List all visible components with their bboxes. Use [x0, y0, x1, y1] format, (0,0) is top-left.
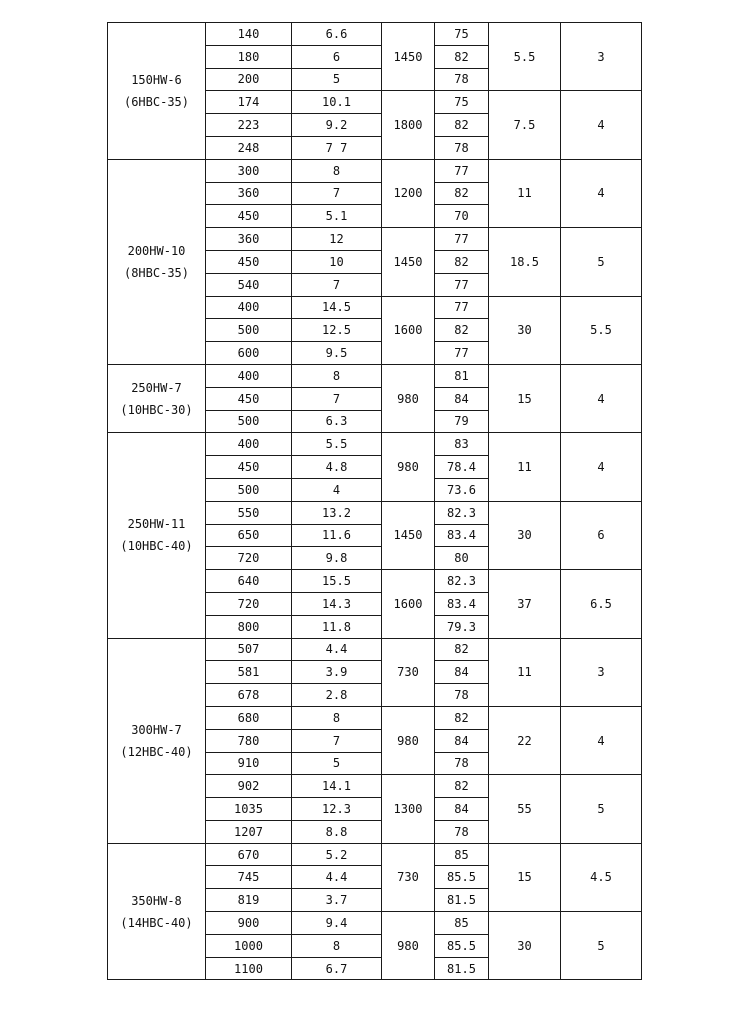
speed-cell: 980 [382, 364, 435, 432]
flow-cell: 680 [206, 706, 292, 729]
head-cell: 14.1 [292, 775, 382, 798]
head-cell: 5 [292, 752, 382, 775]
flow-cell: 1000 [206, 934, 292, 957]
efficiency-cell: 77 [435, 273, 489, 296]
flow-cell: 174 [206, 91, 292, 114]
head-cell: 7 7 [292, 136, 382, 159]
head-cell: 5.5 [292, 433, 382, 456]
head-cell: 6.3 [292, 410, 382, 433]
efficiency-cell: 75 [435, 23, 489, 46]
head-cell: 8 [292, 159, 382, 182]
efficiency-cell: 78 [435, 752, 489, 775]
head-cell: 3.7 [292, 889, 382, 912]
flow-cell: 450 [206, 456, 292, 479]
pump-model-cell [108, 159, 206, 364]
pump-model-alt-name: (8HBC-35) [123, 265, 190, 280]
head-cell: 10 [292, 250, 382, 273]
efficiency-cell: 78 [435, 68, 489, 91]
flow-cell: 550 [206, 501, 292, 524]
efficiency-cell: 85 [435, 912, 489, 935]
flow-cell: 600 [206, 342, 292, 365]
head-cell: 2.8 [292, 684, 382, 707]
npsh-cell: 6.5 [561, 570, 642, 638]
flow-cell: 450 [206, 387, 292, 410]
efficiency-cell: 81.5 [435, 957, 489, 980]
flow-cell: 640 [206, 570, 292, 593]
head-cell: 14.3 [292, 592, 382, 615]
flow-cell: 1035 [206, 798, 292, 821]
efficiency-cell: 78 [435, 684, 489, 707]
efficiency-cell: 82 [435, 45, 489, 68]
npsh-cell: 6 [561, 501, 642, 569]
flow-cell: 450 [206, 205, 292, 228]
efficiency-cell: 85.5 [435, 866, 489, 889]
speed-cell: 980 [382, 706, 435, 774]
head-cell: 11.6 [292, 524, 382, 547]
efficiency-cell: 85.5 [435, 934, 489, 957]
pump-model-cell [108, 843, 206, 980]
flow-cell: 1207 [206, 820, 292, 843]
efficiency-cell: 82 [435, 319, 489, 342]
speed-cell: 1800 [382, 91, 435, 159]
efficiency-cell: 82 [435, 250, 489, 273]
npsh-cell: 5.5 [561, 296, 642, 364]
efficiency-cell: 82 [435, 114, 489, 137]
flow-cell: 650 [206, 524, 292, 547]
table-row [108, 23, 642, 46]
flow-cell: 400 [206, 364, 292, 387]
head-cell: 4.4 [292, 866, 382, 889]
flow-cell: 678 [206, 684, 292, 707]
head-cell: 6 [292, 45, 382, 68]
pump-model-alt-name: (12HBC-40) [120, 744, 193, 759]
head-cell: 7 [292, 182, 382, 205]
pump-model-alt-name: (6HBC-35) [123, 94, 190, 109]
npsh-cell: 3 [561, 23, 642, 91]
speed-cell: 1300 [382, 775, 435, 843]
efficiency-cell: 81 [435, 364, 489, 387]
flow-cell: 360 [206, 182, 292, 205]
head-cell: 6.7 [292, 957, 382, 980]
speed-cell: 1200 [382, 159, 435, 227]
pump-model-name: 250HW-7 [131, 380, 182, 395]
efficiency-cell: 81.5 [435, 889, 489, 912]
head-cell: 7 [292, 729, 382, 752]
efficiency-cell: 77 [435, 159, 489, 182]
flow-cell: 540 [206, 273, 292, 296]
flow-cell: 720 [206, 547, 292, 570]
power-cell: 18.5 [489, 228, 561, 296]
pump-model-cell [108, 433, 206, 638]
pump-model-name: 250HW-11 [127, 517, 186, 532]
npsh-cell: 5 [561, 912, 642, 980]
efficiency-cell: 82 [435, 775, 489, 798]
pump-model-name: 300HW-7 [131, 722, 182, 737]
flow-cell: 300 [206, 159, 292, 182]
table-row [108, 159, 642, 182]
power-cell: 30 [489, 912, 561, 980]
speed-cell: 730 [382, 638, 435, 706]
flow-cell: 745 [206, 866, 292, 889]
efficiency-cell: 80 [435, 547, 489, 570]
power-cell: 5.5 [489, 23, 561, 91]
speed-cell: 1600 [382, 570, 435, 638]
npsh-cell: 5 [561, 775, 642, 843]
head-cell: 11.8 [292, 615, 382, 638]
pump-model-cell [108, 638, 206, 843]
head-cell: 14.5 [292, 296, 382, 319]
speed-cell: 1450 [382, 23, 435, 91]
flow-cell: 581 [206, 661, 292, 684]
flow-cell: 223 [206, 114, 292, 137]
efficiency-cell: 83.4 [435, 592, 489, 615]
head-cell: 13.2 [292, 501, 382, 524]
power-cell: 37 [489, 570, 561, 638]
efficiency-cell: 77 [435, 296, 489, 319]
pump-model-cell [108, 364, 206, 432]
efficiency-cell: 84 [435, 387, 489, 410]
flow-cell: 819 [206, 889, 292, 912]
head-cell: 12.5 [292, 319, 382, 342]
pump-model-cell [108, 23, 206, 160]
head-cell: 10.1 [292, 91, 382, 114]
head-cell: 6.6 [292, 23, 382, 46]
head-cell: 3.9 [292, 661, 382, 684]
speed-cell: 980 [382, 433, 435, 501]
flow-cell: 180 [206, 45, 292, 68]
flow-cell: 500 [206, 410, 292, 433]
flow-cell: 902 [206, 775, 292, 798]
head-cell: 8 [292, 706, 382, 729]
flow-cell: 720 [206, 592, 292, 615]
npsh-cell: 4 [561, 364, 642, 432]
efficiency-cell: 84 [435, 729, 489, 752]
efficiency-cell: 82.3 [435, 501, 489, 524]
npsh-cell: 4 [561, 433, 642, 501]
head-cell: 9.2 [292, 114, 382, 137]
head-cell: 9.5 [292, 342, 382, 365]
head-cell: 12.3 [292, 798, 382, 821]
flow-cell: 450 [206, 250, 292, 273]
head-cell: 8 [292, 364, 382, 387]
head-cell: 5.1 [292, 205, 382, 228]
flow-cell: 500 [206, 319, 292, 342]
head-cell: 9.4 [292, 912, 382, 935]
efficiency-cell: 78 [435, 136, 489, 159]
table-row [108, 843, 642, 866]
pump-model-name: 200HW-10 [127, 243, 186, 258]
efficiency-cell: 82 [435, 706, 489, 729]
npsh-cell: 5 [561, 228, 642, 296]
pump-model-alt-name: (10HBC-40) [120, 539, 193, 554]
head-cell: 5 [292, 68, 382, 91]
table-row [108, 364, 642, 387]
npsh-cell: 3 [561, 638, 642, 706]
flow-cell: 360 [206, 228, 292, 251]
efficiency-cell: 75 [435, 91, 489, 114]
head-cell: 5.2 [292, 843, 382, 866]
power-cell: 30 [489, 296, 561, 364]
efficiency-cell: 83 [435, 433, 489, 456]
flow-cell: 248 [206, 136, 292, 159]
speed-cell: 980 [382, 912, 435, 980]
power-cell: 15 [489, 364, 561, 432]
table-body [108, 23, 642, 980]
flow-cell: 910 [206, 752, 292, 775]
table-row [108, 638, 642, 661]
pump-performance-table [107, 22, 642, 980]
speed-cell: 1600 [382, 296, 435, 364]
npsh-cell: 4.5 [561, 843, 642, 911]
efficiency-cell: 78.4 [435, 456, 489, 479]
speed-cell: 1450 [382, 228, 435, 296]
head-cell: 8.8 [292, 820, 382, 843]
power-cell: 15 [489, 843, 561, 911]
flow-cell: 670 [206, 843, 292, 866]
head-cell: 7 [292, 387, 382, 410]
head-cell: 4.4 [292, 638, 382, 661]
power-cell: 11 [489, 159, 561, 227]
pump-model-name: 150HW-6 [131, 72, 182, 87]
head-cell: 8 [292, 934, 382, 957]
efficiency-cell: 82.3 [435, 570, 489, 593]
flow-cell: 900 [206, 912, 292, 935]
efficiency-cell: 82 [435, 182, 489, 205]
speed-cell: 730 [382, 843, 435, 911]
flow-cell: 200 [206, 68, 292, 91]
head-cell: 4 [292, 478, 382, 501]
flow-cell: 507 [206, 638, 292, 661]
power-cell: 30 [489, 501, 561, 569]
pump-model-alt-name: (14HBC-40) [120, 915, 193, 930]
power-cell: 22 [489, 706, 561, 774]
efficiency-cell: 83.4 [435, 524, 489, 547]
head-cell: 4.8 [292, 456, 382, 479]
efficiency-cell: 84 [435, 798, 489, 821]
speed-cell: 1450 [382, 501, 435, 569]
efficiency-cell: 84 [435, 661, 489, 684]
flow-cell: 500 [206, 478, 292, 501]
npsh-cell: 4 [561, 159, 642, 227]
pump-model-alt-name: (10HBC-30) [120, 402, 193, 417]
npsh-cell: 4 [561, 91, 642, 159]
efficiency-cell: 82 [435, 638, 489, 661]
efficiency-cell: 85 [435, 843, 489, 866]
efficiency-cell: 73.6 [435, 478, 489, 501]
head-cell: 9.8 [292, 547, 382, 570]
flow-cell: 1100 [206, 957, 292, 980]
power-cell: 11 [489, 638, 561, 706]
head-cell: 7 [292, 273, 382, 296]
power-cell: 11 [489, 433, 561, 501]
head-cell: 12 [292, 228, 382, 251]
efficiency-cell: 79 [435, 410, 489, 433]
efficiency-cell: 78 [435, 820, 489, 843]
flow-cell: 400 [206, 296, 292, 319]
efficiency-cell: 70 [435, 205, 489, 228]
flow-cell: 400 [206, 433, 292, 456]
efficiency-cell: 77 [435, 342, 489, 365]
flow-cell: 800 [206, 615, 292, 638]
power-cell: 7.5 [489, 91, 561, 159]
flow-cell: 140 [206, 23, 292, 46]
power-cell: 55 [489, 775, 561, 843]
table-row [108, 433, 642, 456]
efficiency-cell: 79.3 [435, 615, 489, 638]
head-cell: 15.5 [292, 570, 382, 593]
flow-cell: 780 [206, 729, 292, 752]
npsh-cell: 4 [561, 706, 642, 774]
efficiency-cell: 77 [435, 228, 489, 251]
pump-model-name: 350HW-8 [131, 893, 182, 908]
